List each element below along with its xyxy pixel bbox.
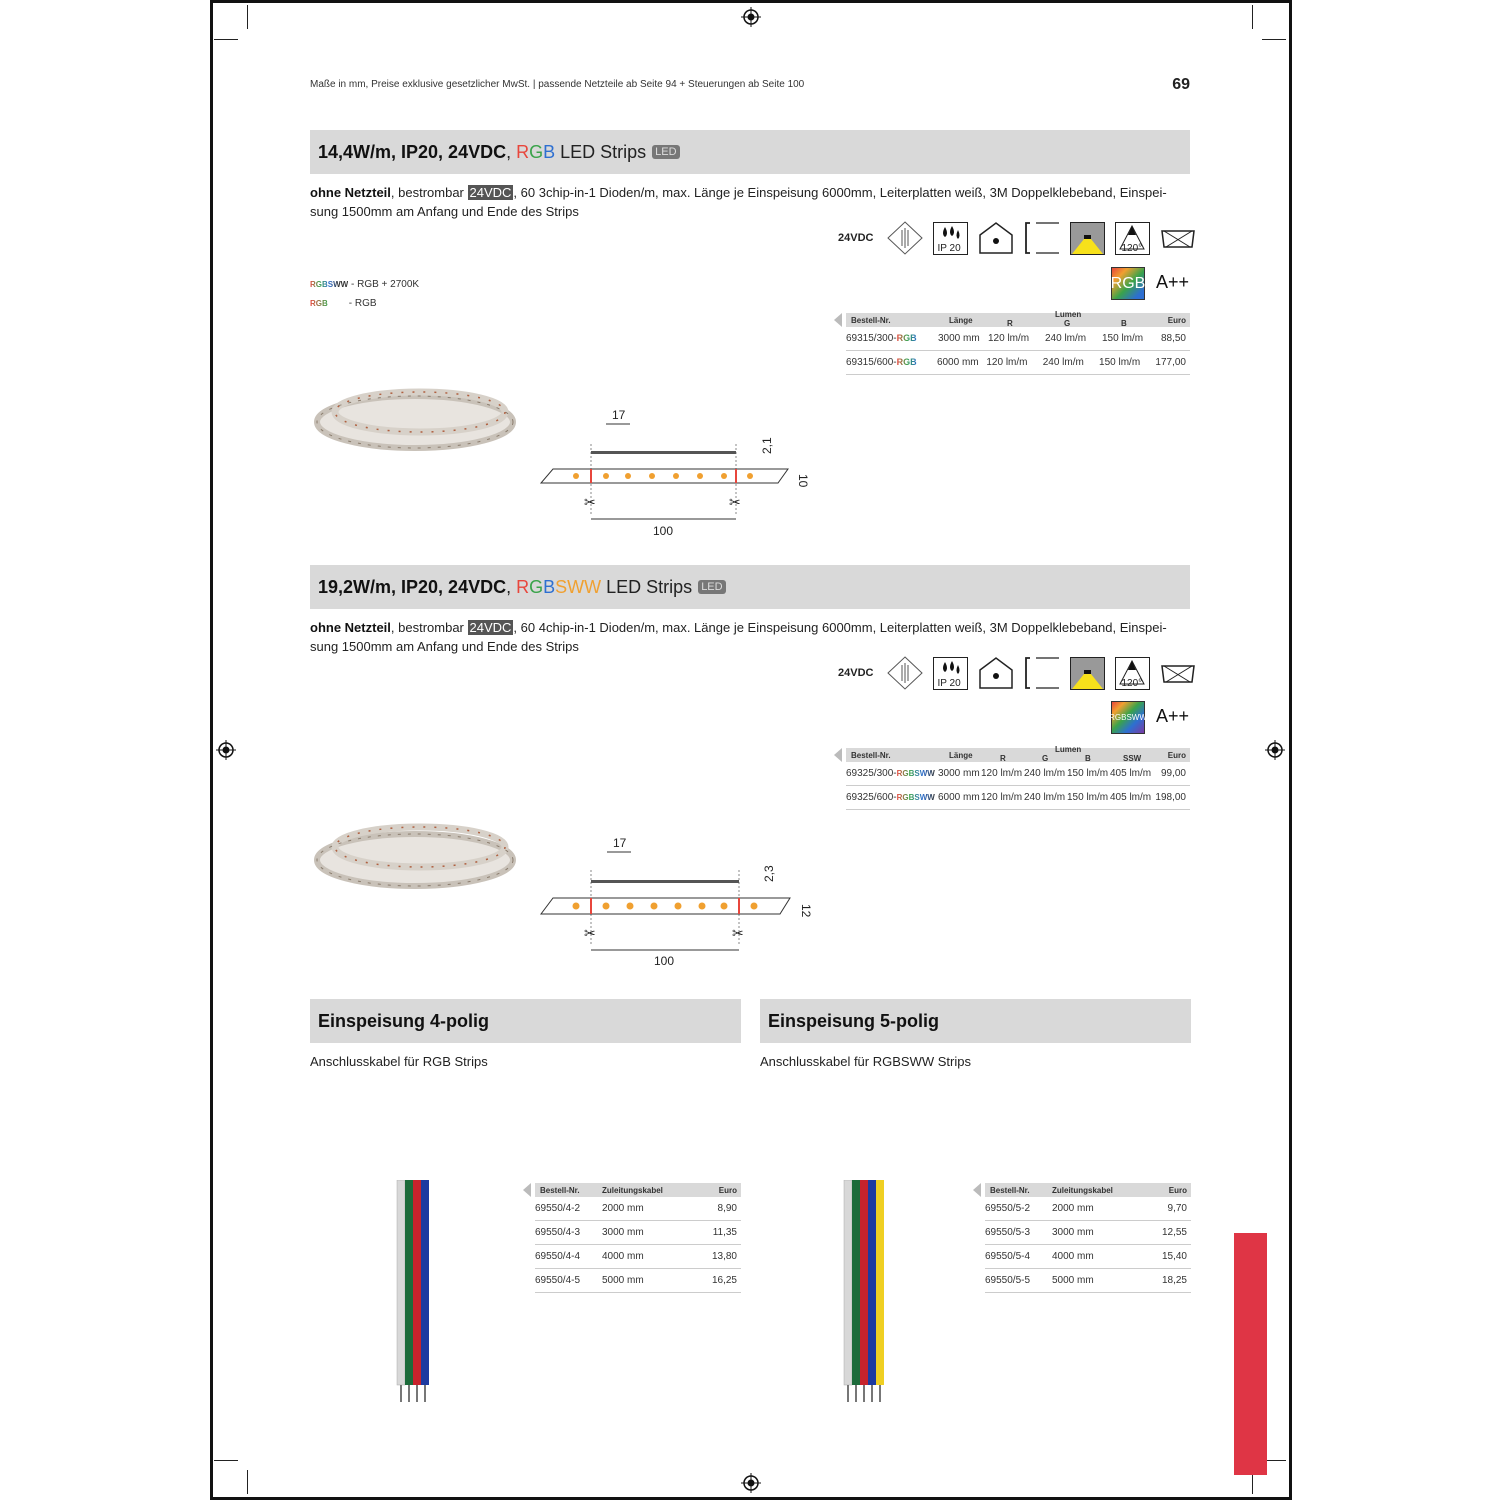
dim-height: 2,3 xyxy=(762,865,776,882)
table-header xyxy=(985,1183,1191,1197)
cable-length: 2000 mm xyxy=(1052,1203,1094,1214)
scissors-icon: ✂ xyxy=(584,494,596,510)
voltage-label: 24VDC xyxy=(838,667,874,679)
price-cell: 12,55 xyxy=(1161,1227,1187,1238)
col-header: Euro xyxy=(1168,1185,1187,1195)
dim-width: 12 xyxy=(799,904,813,918)
registration-mark-icon xyxy=(741,1473,761,1493)
order-number: 69550/4-5 xyxy=(535,1275,581,1286)
lumen-g-cell: 240 lm/m xyxy=(1042,357,1084,368)
order-table xyxy=(846,745,1190,810)
col-header: Bestell-Nr. xyxy=(851,315,891,325)
lumen-b-cell: 150 lm/m xyxy=(1099,357,1141,368)
rgb-badge xyxy=(1111,267,1145,300)
table-row xyxy=(985,1245,1191,1269)
col-header: R xyxy=(1007,319,1013,328)
col-header: Bestell-Nr. xyxy=(851,750,891,760)
ip20-icon xyxy=(933,657,968,690)
order-number: 69550/4-3 xyxy=(535,1227,581,1238)
table-row xyxy=(985,1197,1191,1221)
price-cell: 16,25 xyxy=(711,1275,737,1286)
crop-mark xyxy=(214,39,238,40)
col-header: Zuleitungskabel xyxy=(1052,1185,1113,1195)
col-header: Zuleitungskabel xyxy=(602,1185,663,1195)
title-tail: LED Strips xyxy=(606,576,693,597)
desc-text: , bestrombar xyxy=(390,620,468,635)
feed4-description: Anschlusskabel für RGB Strips xyxy=(310,1054,488,1069)
order-table xyxy=(846,310,1190,375)
title-letter-g: G xyxy=(529,141,544,162)
price-cell: 9,70 xyxy=(1167,1203,1187,1214)
arrow-left-icon xyxy=(834,748,842,762)
cable-length: 3000 mm xyxy=(602,1227,644,1238)
order-number: 69550/5-2 xyxy=(985,1203,1031,1214)
order-suffix: RGBSWW xyxy=(896,793,935,802)
lumen-ssw-cell: 405 lm/m xyxy=(1110,768,1152,779)
angle-label: 120° xyxy=(1121,677,1143,689)
mounting-surface-icon xyxy=(1160,221,1196,255)
dim-height: 2,1 xyxy=(760,437,774,454)
order-number: 69550/5-5 xyxy=(985,1275,1031,1286)
arrow-left-icon xyxy=(523,1183,531,1197)
price-cell: 177,00 xyxy=(1155,357,1186,368)
rgbsww-badge xyxy=(1111,701,1145,734)
dimension-drawing xyxy=(538,832,818,972)
led-strip-photo xyxy=(310,805,520,905)
table-row xyxy=(846,762,1190,786)
beam-angle-icon xyxy=(1115,657,1150,690)
mounting-surface-icon xyxy=(1160,656,1196,690)
col-header: SSW xyxy=(1123,754,1142,763)
col-header: Euro xyxy=(718,1185,737,1195)
ip20-icon xyxy=(933,222,968,255)
header-note: Maße in mm, Preise exklusive gesetzlicher MwSt. | passende Netzteile ab Seite 94 + Steuerungen ab Seite 100 xyxy=(310,79,805,90)
dim-pitch: 17 xyxy=(612,408,626,422)
crop-mark xyxy=(1262,39,1286,40)
order-number: 69325/300- xyxy=(846,768,897,779)
order-suffix: RGB xyxy=(896,357,917,367)
led-strip-photo xyxy=(310,370,520,470)
table-row xyxy=(535,1197,741,1221)
low-voltage-icon xyxy=(887,656,923,690)
lumen-g-cell: 240 lm/m xyxy=(1024,768,1066,779)
price-cell: 99,00 xyxy=(1160,768,1186,779)
table-row xyxy=(535,1245,741,1269)
price-cell: 88,50 xyxy=(1160,333,1186,344)
table-row xyxy=(846,327,1190,351)
cable-5pole-photo xyxy=(843,1180,885,1405)
dim-pitch: 17 xyxy=(613,836,627,850)
title-letter-b: B xyxy=(543,141,556,162)
desc-bold: ohne Netzteil xyxy=(310,620,391,635)
order-number: 69315/300- xyxy=(846,333,897,344)
rgb-badge-label: RGBSWW xyxy=(1109,713,1147,722)
col-header: B xyxy=(1085,754,1091,763)
ip-label: IP 20 xyxy=(937,677,961,689)
led-badge: LED xyxy=(652,145,679,159)
order-number: 69325/600- xyxy=(846,792,897,803)
page-number: 69 xyxy=(1172,76,1190,93)
col-header: R xyxy=(1000,754,1006,763)
dim-cut: 100 xyxy=(654,954,675,968)
arrow-left-icon xyxy=(834,313,842,327)
price-cell: 13,80 xyxy=(711,1251,737,1262)
scissors-icon: ✂ xyxy=(729,494,741,510)
length-cell: 3000 mm xyxy=(938,333,980,344)
feature-icons xyxy=(838,221,1196,255)
cable-length: 5000 mm xyxy=(1052,1275,1094,1286)
feed4-title-bar xyxy=(310,999,741,1043)
order-number: 69550/5-4 xyxy=(985,1251,1031,1262)
table-header xyxy=(846,310,1190,328)
beam-angle-icon xyxy=(1115,222,1150,255)
ip-label: IP 20 xyxy=(937,242,961,254)
title-comma: , xyxy=(506,141,512,162)
rgb-badge-label: RGB xyxy=(1110,274,1146,292)
legend-code: RGBSWW xyxy=(310,280,349,289)
desc-text: , 60 4chip-in-1 Dioden/m, max. Länge je Einspeisung 6000mm, Leiterplatten weiß, 3M Doppelklebeband, Einspei-sung 1500mm am Anfang und Ende des Strips xyxy=(310,620,1167,654)
crop-mark xyxy=(247,1470,248,1494)
lumen-r-cell: 120 lm/m xyxy=(981,768,1023,779)
product-description xyxy=(310,183,1190,221)
table-row xyxy=(846,786,1190,810)
length-cell: 3000 mm xyxy=(938,768,980,779)
table-row xyxy=(985,1221,1191,1245)
flexible-strip-icon xyxy=(1024,656,1060,690)
section-title-specs: 14,4W/m, IP20, 24VDC xyxy=(318,141,507,162)
lumen-r-cell: 120 lm/m xyxy=(988,333,1030,344)
light-distribution-icon xyxy=(1070,657,1105,690)
registration-mark-icon xyxy=(216,740,236,760)
order-number: 69315/600- xyxy=(846,357,897,368)
col-header: B xyxy=(1121,319,1127,328)
title-letter-b: B xyxy=(543,576,556,597)
scissors-icon: ✂ xyxy=(732,925,744,941)
lumen-b-cell: 150 lm/m xyxy=(1102,333,1144,344)
legend-text: - RGB + 2700K xyxy=(351,279,420,290)
price-cell: 18,25 xyxy=(1161,1275,1187,1286)
lumen-ssw-cell: 405 lm/m xyxy=(1110,792,1152,803)
cable-length: 2000 mm xyxy=(602,1203,644,1214)
legend-item xyxy=(310,279,419,290)
lumen-r-cell: 120 lm/m xyxy=(986,357,1028,368)
col-header: G xyxy=(1042,754,1049,763)
dimension-drawing xyxy=(538,404,818,544)
cable-length: 5000 mm xyxy=(602,1275,644,1286)
cable-length: 4000 mm xyxy=(602,1251,644,1262)
table-row xyxy=(535,1221,741,1245)
title-tail: LED Strips xyxy=(560,141,647,162)
feature-icons xyxy=(838,656,1196,690)
order-suffix: RGBSWW xyxy=(896,769,935,778)
crop-mark xyxy=(1252,5,1253,29)
low-voltage-icon xyxy=(887,221,923,255)
title-letter-w: W xyxy=(567,576,585,597)
col-header: Bestell-Nr. xyxy=(540,1185,580,1195)
col-header: G xyxy=(1064,319,1071,328)
title-letter-r: R xyxy=(516,576,530,597)
feed5-description: Anschlusskabel für RGBSWW Strips xyxy=(760,1054,971,1069)
lumen-b-cell: 150 lm/m xyxy=(1067,792,1109,803)
voltage-label: 24VDC xyxy=(838,232,874,244)
table-header xyxy=(846,745,1190,763)
title-letter-r: R xyxy=(516,141,530,162)
lumen-g-cell: 240 lm/m xyxy=(1024,792,1066,803)
indoor-house-icon xyxy=(978,656,1014,690)
table-row xyxy=(535,1269,741,1293)
price-cell: 11,35 xyxy=(712,1227,737,1238)
registration-mark-icon xyxy=(1265,740,1285,760)
feed4-table xyxy=(535,1183,741,1293)
table-header xyxy=(535,1183,741,1197)
col-header: Länge xyxy=(949,315,973,325)
order-suffix: RGB xyxy=(896,333,917,343)
product-description xyxy=(310,618,1190,656)
feed5-table xyxy=(985,1183,1191,1293)
col-header: Länge xyxy=(949,750,973,760)
flexible-strip-icon xyxy=(1024,221,1060,255)
feed5-title: Einspeisung 5-polig xyxy=(768,1010,940,1031)
section-title-bar xyxy=(310,565,1190,609)
energy-class: A++ xyxy=(1156,272,1190,292)
cable-length: 4000 mm xyxy=(1052,1251,1094,1262)
indoor-house-icon xyxy=(978,221,1014,255)
section-title-bar xyxy=(310,130,1190,174)
energy-class: A++ xyxy=(1156,706,1190,726)
dim-width: 10 xyxy=(796,474,810,488)
legend-text: - RGB xyxy=(348,298,377,309)
voltage-highlight: 24VDC xyxy=(469,620,512,635)
col-header: Lumen xyxy=(1055,310,1082,319)
scissors-icon: ✂ xyxy=(584,925,596,941)
chapter-tab xyxy=(1234,1233,1267,1475)
desc-text: , 60 3chip-in-1 Dioden/m, max. Länge je Einspeisung 6000mm, Leiterplatten weiß, 3M Doppelklebeband, Einspei-sung 1500mm am Anfang und Ende des Strips xyxy=(310,185,1167,219)
price-cell: 198,00 xyxy=(1155,792,1186,803)
lumen-b-cell: 150 lm/m xyxy=(1067,768,1109,779)
title-letter-w: W xyxy=(584,576,602,597)
registration-mark-icon xyxy=(741,7,761,27)
led-badge: LED xyxy=(698,580,725,594)
cable-4pole-photo xyxy=(396,1180,432,1405)
length-cell: 6000 mm xyxy=(936,357,979,368)
order-number: 69550/5-3 xyxy=(985,1227,1031,1238)
feed5-title-bar xyxy=(760,999,1191,1043)
col-header: Lumen xyxy=(1055,745,1082,754)
cable-length: 3000 mm xyxy=(1052,1227,1094,1238)
legend-item xyxy=(310,298,377,309)
light-distribution-icon xyxy=(1070,222,1105,255)
title-comma: , xyxy=(506,576,512,597)
angle-label: 120° xyxy=(1121,242,1143,254)
price-cell: 15,40 xyxy=(1161,1251,1187,1262)
col-header: Euro xyxy=(1167,750,1186,760)
arrow-left-icon xyxy=(973,1183,981,1197)
dim-cut: 100 xyxy=(653,524,674,538)
lumen-g-cell: 240 lm/m xyxy=(1045,333,1087,344)
feed4-title: Einspeisung 4-polig xyxy=(318,1010,490,1031)
table-row xyxy=(846,351,1190,375)
crop-mark xyxy=(247,5,248,29)
table-row xyxy=(985,1269,1191,1293)
title-letter-g: G xyxy=(529,576,544,597)
length-cell: 6000 mm xyxy=(938,792,980,803)
col-header: Bestell-Nr. xyxy=(990,1185,1030,1195)
price-cell: 8,90 xyxy=(717,1203,737,1214)
voltage-highlight: 24VDC xyxy=(469,185,512,200)
section-title-specs: 19,2W/m, IP20, 24VDC xyxy=(318,576,507,597)
desc-text: , bestrombar xyxy=(390,185,468,200)
order-number: 69550/4-2 xyxy=(535,1203,581,1214)
title-letter-s: S xyxy=(555,576,568,597)
legend-code: RGB xyxy=(310,299,346,308)
lumen-r-cell: 120 lm/m xyxy=(981,792,1023,803)
crop-mark xyxy=(214,1460,238,1461)
order-number: 69550/4-4 xyxy=(535,1251,581,1262)
col-header: Euro xyxy=(1167,315,1186,325)
desc-bold: ohne Netzteil xyxy=(310,185,391,200)
